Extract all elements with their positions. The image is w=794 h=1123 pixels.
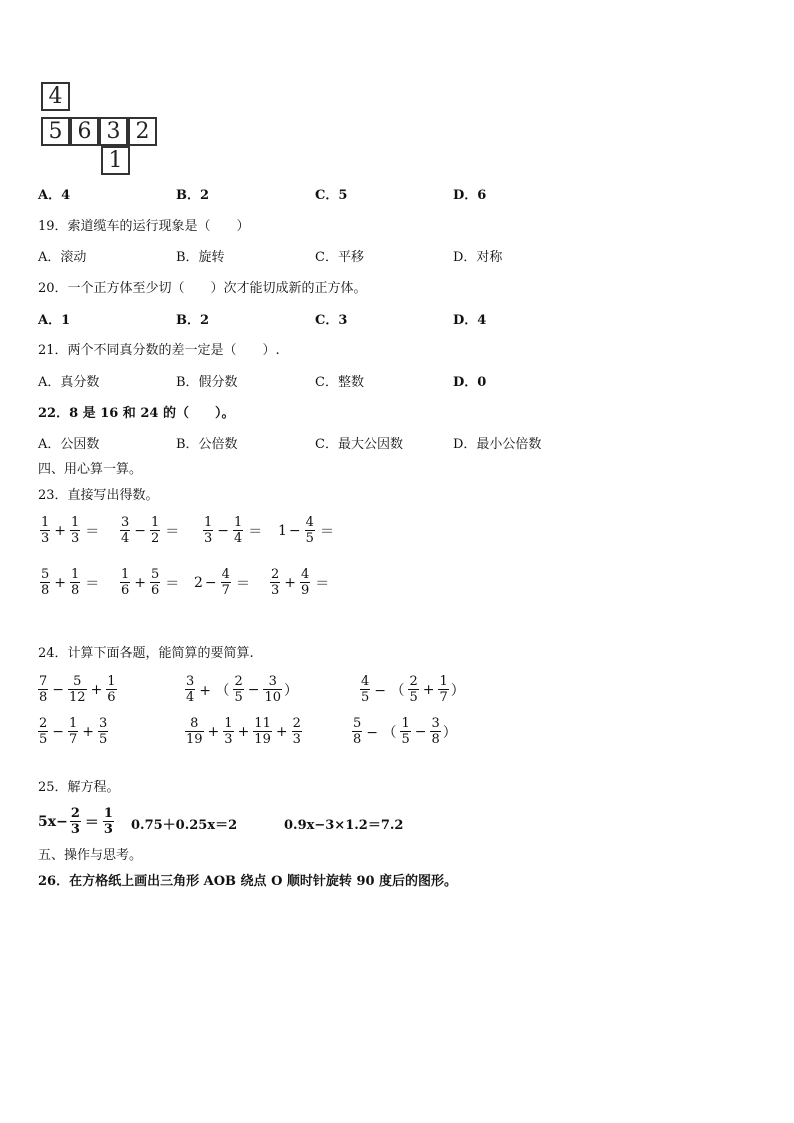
fraction: $\frac{7}{8}$ <box>39 674 48 705</box>
fraction: $\frac{4}{9}$ <box>301 567 310 598</box>
q22-option-a[interactable]: A．公因数 <box>38 437 100 452</box>
cube-net-figure <box>38 78 168 178</box>
q21-option-c[interactable]: C．整数 <box>315 375 364 390</box>
fraction: $\frac{4}{5}$ <box>361 674 370 705</box>
q25-equation-3: 0.9x−3×1.2＝7.2 <box>284 818 404 833</box>
q21-option-d[interactable]: D．0 <box>453 375 487 390</box>
q25-equation-1: 5x− $\frac{2}{3}$ ＝ $\frac{1}{3}$ <box>38 806 113 837</box>
net-cell: 4 <box>41 82 70 111</box>
fraction: $\frac{1}{2}$ <box>151 515 160 546</box>
q19-option-b[interactable]: B．旋转 <box>176 250 225 265</box>
fraction: $\frac{3}{5}$ <box>99 716 108 747</box>
fraction: $\frac{2}{5}$ <box>409 674 418 705</box>
q23-expr: 2 − $\frac{4}{7}$ ＝ <box>194 567 250 598</box>
section-5-heading: 五、操作与思考。 <box>38 848 143 863</box>
fraction: $\frac{1}{3}$ <box>224 716 233 747</box>
q23-expr: $\frac{2}{3}$ + $\frac{4}{9}$ ＝ <box>271 567 330 598</box>
q23-expr: $\frac{3}{4}$ − $\frac{1}{2}$ ＝ <box>121 515 180 546</box>
fraction: $\frac{1}{3}$ <box>41 515 50 546</box>
fraction: $\frac{8}{19}$ <box>186 716 203 747</box>
question-20: 20．一个正方体至少切（ ）次才能切成新的正方体。 <box>38 281 367 296</box>
fraction: $\frac{1}{5}$ <box>401 716 410 747</box>
net-cell: 2 <box>128 117 157 146</box>
fraction: $\frac{2}{3}$ <box>271 567 280 598</box>
q23-expr: $\frac{1}{6}$ + $\frac{5}{6}$ ＝ <box>121 567 180 598</box>
q22-option-d[interactable]: D．最小公倍数 <box>453 437 542 452</box>
q20-option-c[interactable]: C．3 <box>315 313 348 328</box>
fraction: $\frac{1}{8}$ <box>71 567 80 598</box>
question-25: 25．解方程。 <box>38 780 120 795</box>
net-cell: 5 <box>41 117 70 146</box>
q23-expr: 1 − $\frac{4}{5}$ ＝ <box>278 515 334 546</box>
fraction: $\frac{4}{5}$ <box>305 515 314 546</box>
fraction: $\frac{1}{7}$ <box>69 716 78 747</box>
q24-expr-3: $\frac{4}{5}$ − （ $\frac{2}{5}$ + $\frac{1}{7}$ ） <box>361 674 465 705</box>
fraction: $\frac{3}{4}$ <box>121 515 130 546</box>
q24-expr-4: $\frac{2}{5}$ − $\frac{1}{7}$ + $\frac{3}{5}$ <box>39 716 108 747</box>
q18-option-b[interactable]: B．2 <box>176 188 210 203</box>
net-cell: 3 <box>99 117 128 146</box>
fraction: $\frac{1}{7}$ <box>439 674 448 705</box>
q20-option-b[interactable]: B．2 <box>176 313 210 328</box>
q19-option-c[interactable]: C．平移 <box>315 250 364 265</box>
q20-option-d[interactable]: D．4 <box>453 313 487 328</box>
q22-option-b[interactable]: B．公倍数 <box>176 437 238 452</box>
q22-option-c[interactable]: C．最大公因数 <box>315 437 403 452</box>
q24-expr-2: $\frac{3}{4}$ + （ $\frac{2}{5}$ − $\frac{3}{10}$ ） <box>186 674 299 705</box>
fraction: $\frac{2}{3}$ <box>70 806 80 837</box>
fraction: $\frac{11}{19}$ <box>254 716 271 747</box>
net-cell: 6 <box>70 117 99 146</box>
fraction: $\frac{5}{12}$ <box>69 674 86 705</box>
fraction: $\frac{1}{3}$ <box>71 515 80 546</box>
fraction: $\frac{2}{5}$ <box>39 716 48 747</box>
question-19: 19．索道缆车的运行现象是（ ） <box>38 219 250 234</box>
question-23: 23．直接写出得数。 <box>38 488 159 503</box>
fraction: $\frac{1}{4}$ <box>234 515 243 546</box>
fraction: $\frac{3}{4}$ <box>186 674 195 705</box>
section-4-heading: 四、用心算一算。 <box>38 462 143 477</box>
question-22: 22．8 是 16 和 24 的（ ）。 <box>38 406 235 421</box>
fraction: $\frac{1}{6}$ <box>107 674 116 705</box>
q23-expr: $\frac{5}{8}$ + $\frac{1}{8}$ ＝ <box>41 567 100 598</box>
question-26: 26．在方格纸上画出三角形 AOB 绕点 O 顺时针旋转 90 度后的图形。 <box>38 874 458 889</box>
q23-expr: $\frac{1}{3}$ − $\frac{1}{4}$ ＝ <box>204 515 263 546</box>
q23-expr: $\frac{1}{3}$ + $\frac{1}{3}$ ＝ <box>41 515 100 546</box>
fraction: $\frac{5}{6}$ <box>151 567 160 598</box>
fraction: $\frac{4}{7}$ <box>221 567 230 598</box>
q24-expr-5: $\frac{8}{19}$ + $\frac{1}{3}$ + $\frac{11}{19}$ + $\frac{2}{3}$ <box>186 716 301 747</box>
question-21: 21．两个不同真分数的差一定是（ ）. <box>38 343 280 358</box>
fraction: $\frac{3}{8}$ <box>431 716 440 747</box>
q25-equation-2: 0.75＋0.25x＝2 <box>131 818 238 833</box>
fraction: $\frac{5}{8}$ <box>41 567 50 598</box>
fraction: $\frac{3}{10}$ <box>264 674 282 705</box>
fraction: $\frac{2}{5}$ <box>234 674 243 705</box>
question-24: 24．计算下面各题，能简算的要简算. <box>38 646 254 661</box>
net-cell: 1 <box>101 146 130 175</box>
fraction: $\frac{1}{6}$ <box>121 567 130 598</box>
q18-option-c[interactable]: C．5 <box>315 188 348 203</box>
q24-expr-1: $\frac{7}{8}$ − $\frac{5}{12}$ + $\frac{1}{6}$ <box>39 674 116 705</box>
fraction: $\frac{5}{8}$ <box>353 716 362 747</box>
fraction: $\frac{1}{3}$ <box>103 806 113 837</box>
fraction: $\frac{2}{3}$ <box>292 716 301 747</box>
q21-option-b[interactable]: B．假分数 <box>176 375 238 390</box>
q24-expr-6: $\frac{5}{8}$ − （ $\frac{1}{5}$ − $\frac{3}{8}$ ） <box>353 716 457 747</box>
q20-option-a[interactable]: A．1 <box>38 313 71 328</box>
q18-option-d[interactable]: D．6 <box>453 188 487 203</box>
q18-option-a[interactable]: A．4 <box>38 188 71 203</box>
q19-option-a[interactable]: A．滚动 <box>38 250 87 265</box>
q21-option-a[interactable]: A．真分数 <box>38 375 100 390</box>
fraction: $\frac{1}{3}$ <box>204 515 213 546</box>
q19-option-d[interactable]: D．对称 <box>453 250 503 265</box>
